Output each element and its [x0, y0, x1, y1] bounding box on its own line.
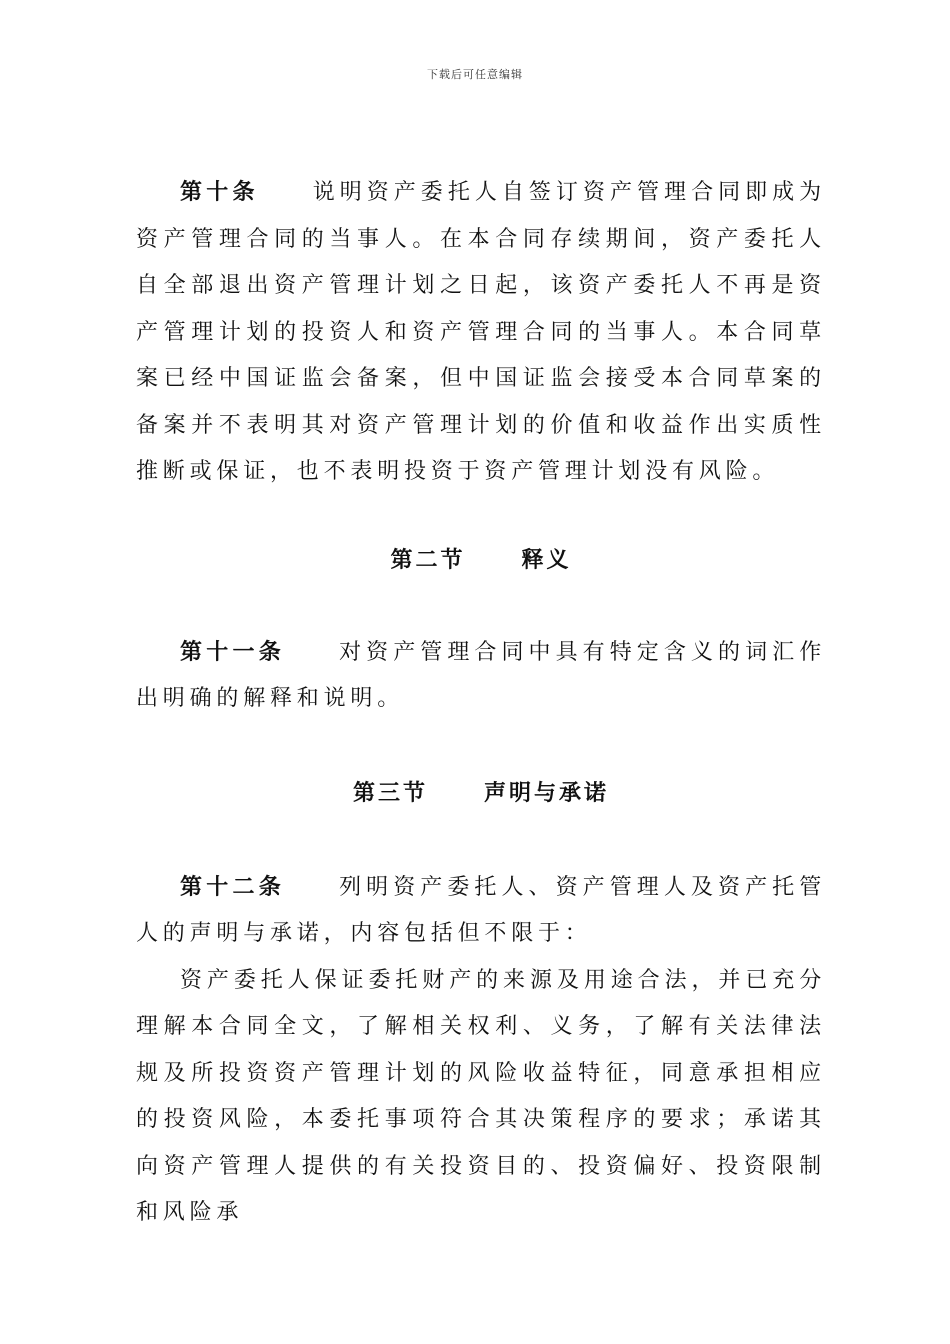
article-12-text: 列明资产委托人、资产管理人及资产托管人的声明与承诺，内容包括但不限于：	[136, 874, 826, 946]
section-3-heading	[136, 771, 826, 817]
section-2-title: 释义	[521, 547, 572, 573]
page-header-note: 下载后可任意编辑	[427, 68, 523, 81]
section-3-title: 声明与承诺	[484, 780, 610, 806]
section-3-number: 第三节	[352, 780, 428, 806]
section-2-heading	[136, 538, 826, 584]
article-11-label: 第十一条	[180, 639, 286, 665]
section-2-number: 第二节	[390, 547, 466, 573]
document-body	[136, 170, 826, 1237]
article-11-paragraph	[136, 630, 826, 723]
article-10-paragraph	[136, 170, 826, 496]
article-12-paragraph	[136, 865, 826, 958]
article-12-label: 第十二条	[180, 874, 286, 900]
article-10-text: 说明资产委托人自签订资产管理合同即成为资产管理合同的当事人。在本合同存续期间，资产委托人自全部退出资产管理计划之日起，该资产委托人不再是资产管理计划的投资人和资产管理合同的当事人。本合同草案已经中国证监会备案，但中国证监会接受本合同草案的备案并不表明其对资产管理计划的价值和收益作出实质性推断或保证，也不表明投资于资产管理计划没有风险。	[136, 180, 826, 484]
article-11-text: 对资产管理合同中具有特定含义的词汇作出明确的解释和说明。	[136, 639, 826, 711]
article-10-label: 第十条	[180, 180, 259, 205]
investor-statement-paragraph: 资产委托人保证委托财产的来源及用途合法，并已充分理解本合同全文，了解相关权利、义务，了解有关法律法规及所投资资产管理计划的风险收益特征，同意承担相应的投资风险，本委托事项符合其决策程序的要求；承诺其向资产管理人提供的有关投资目的、投资偏好、投资限制和风险承	[136, 967, 826, 1225]
